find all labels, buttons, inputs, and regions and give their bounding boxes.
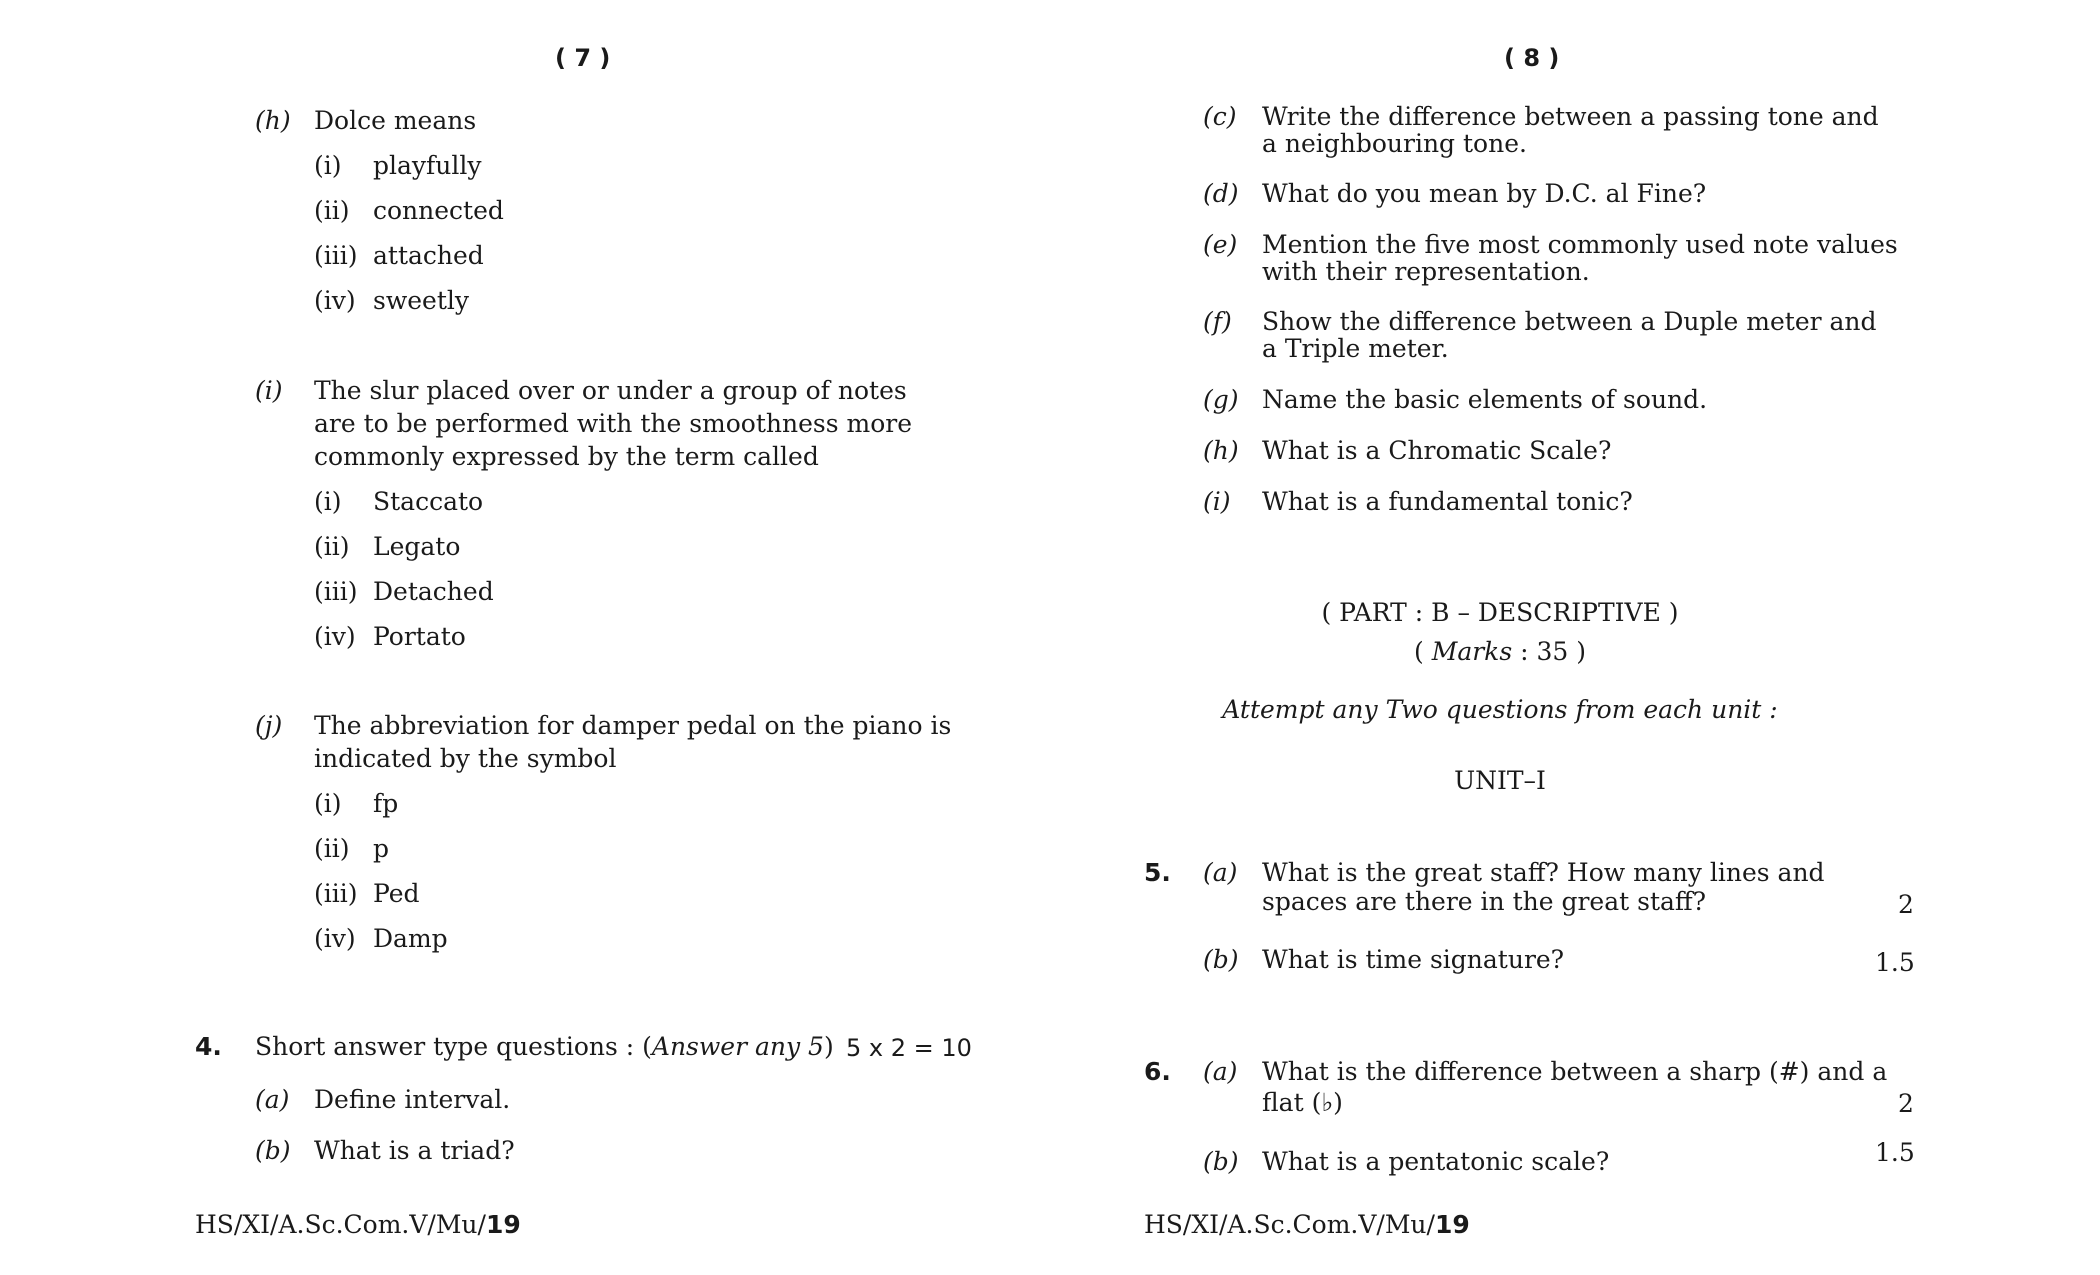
option-num: (i)	[314, 151, 342, 180]
marks: 2	[1898, 890, 1914, 919]
page-number-right: ( 8 )	[1504, 44, 1560, 72]
question-line: a Triple meter.	[1262, 334, 1449, 363]
question-label: (c)	[1203, 102, 1237, 131]
footer-code: HS/XI/A.Sc.Com.V/Mu/19	[195, 1210, 521, 1239]
option-text: playfully	[373, 151, 482, 180]
question-line: The abbreviation for damper pedal on the piano is	[314, 711, 952, 740]
question-label: (j)	[255, 711, 283, 740]
option-num: (iii)	[314, 879, 358, 908]
question-label: (a)	[255, 1085, 290, 1114]
question-label: (b)	[1203, 1147, 1239, 1176]
option-text: Detached	[373, 577, 494, 606]
question-line: flat (♭)	[1262, 1088, 1343, 1117]
marks: 5 x 2 = 10	[846, 1034, 972, 1062]
question-label: (b)	[255, 1136, 291, 1165]
question-text: What is time signature?	[1262, 945, 1565, 974]
marks: 2	[1898, 1089, 1914, 1118]
question-line: What is the great staff? How many lines and	[1262, 858, 1825, 887]
question-line: indicated by the symbol	[314, 744, 617, 773]
question-line: commonly expressed by the term called	[314, 442, 819, 471]
option-text: Staccato	[373, 487, 484, 516]
option-num: (ii)	[314, 834, 350, 863]
option-text: fp	[373, 789, 399, 818]
option-num: (iv)	[314, 622, 356, 651]
question-line: What is a Chromatic Scale?	[1262, 436, 1612, 465]
question-label: (h)	[255, 106, 291, 135]
question-text: Short answer type questions : (Answer any 5)	[255, 1032, 834, 1061]
question-text: What is a pentatonic scale?	[1262, 1147, 1610, 1176]
question-label: (i)	[255, 376, 283, 405]
question-line: What do you mean by D.C. al Fine?	[1262, 179, 1707, 208]
question-line: Show the difference between a Duple meter and	[1262, 307, 1877, 336]
option-text: Legato	[373, 532, 461, 561]
option-num: (i)	[314, 487, 342, 516]
option-text: Ped	[373, 879, 420, 908]
question-line: with their representation.	[1262, 257, 1590, 286]
option-text: attached	[373, 241, 484, 270]
question-line: What is a fundamental tonic?	[1262, 487, 1633, 516]
question-line: a neighbouring tone.	[1262, 129, 1527, 158]
question-line: Name the basic elements of sound.	[1262, 385, 1708, 414]
question-line: spaces are there in the great staff?	[1262, 887, 1707, 916]
question-label: (a)	[1203, 1057, 1238, 1086]
option-text: sweetly	[373, 286, 469, 315]
marks: 1.5	[1875, 948, 1915, 977]
marks-heading: ( Marks : 35 )	[1414, 637, 1586, 666]
question-label: (h)	[1203, 436, 1239, 465]
option-num: (ii)	[314, 532, 350, 561]
option-text: Damp	[373, 924, 448, 953]
option-num: (iii)	[314, 241, 358, 270]
marks: 1.5	[1875, 1138, 1915, 1167]
question-number: 6.	[1144, 1057, 1171, 1086]
question-line: What is the difference between a sharp (#) and a	[1262, 1057, 1888, 1086]
option-text: connected	[373, 196, 504, 225]
option-num: (iii)	[314, 577, 358, 606]
question-label: (f)	[1203, 307, 1232, 336]
option-text: p	[373, 834, 390, 863]
option-num: (iv)	[314, 924, 356, 953]
question-label: (a)	[1203, 858, 1238, 887]
question-label: (g)	[1203, 385, 1239, 414]
question-text: Define interval.	[314, 1085, 511, 1114]
question-label: (d)	[1203, 179, 1239, 208]
question-text: Dolce means	[314, 106, 477, 135]
question-line: Write the difference between a passing tone and	[1262, 102, 1879, 131]
unit-heading: UNIT–I	[1454, 766, 1546, 795]
question-number: 5.	[1144, 858, 1171, 887]
question-line: The slur placed over or under a group of notes	[314, 376, 907, 405]
question-number: 4.	[195, 1032, 222, 1061]
footer-code: HS/XI/A.Sc.Com.V/Mu/19	[1144, 1210, 1470, 1239]
option-text: Portato	[373, 622, 466, 651]
question-label: (i)	[1203, 487, 1231, 516]
option-num: (iv)	[314, 286, 356, 315]
instruction: Attempt any Two questions from each unit :	[1222, 695, 1778, 724]
option-num: (ii)	[314, 196, 350, 225]
page-number-left: ( 7 )	[555, 44, 611, 72]
option-num: (i)	[314, 789, 342, 818]
question-line: are to be performed with the smoothness more	[314, 409, 913, 438]
question-text: What is a triad?	[314, 1136, 515, 1165]
question-line: Mention the five most commonly used note values	[1262, 230, 1898, 259]
question-label: (b)	[1203, 945, 1239, 974]
question-label: (e)	[1203, 230, 1238, 259]
part-b-heading: ( PART : B – DESCRIPTIVE )	[1321, 598, 1679, 627]
